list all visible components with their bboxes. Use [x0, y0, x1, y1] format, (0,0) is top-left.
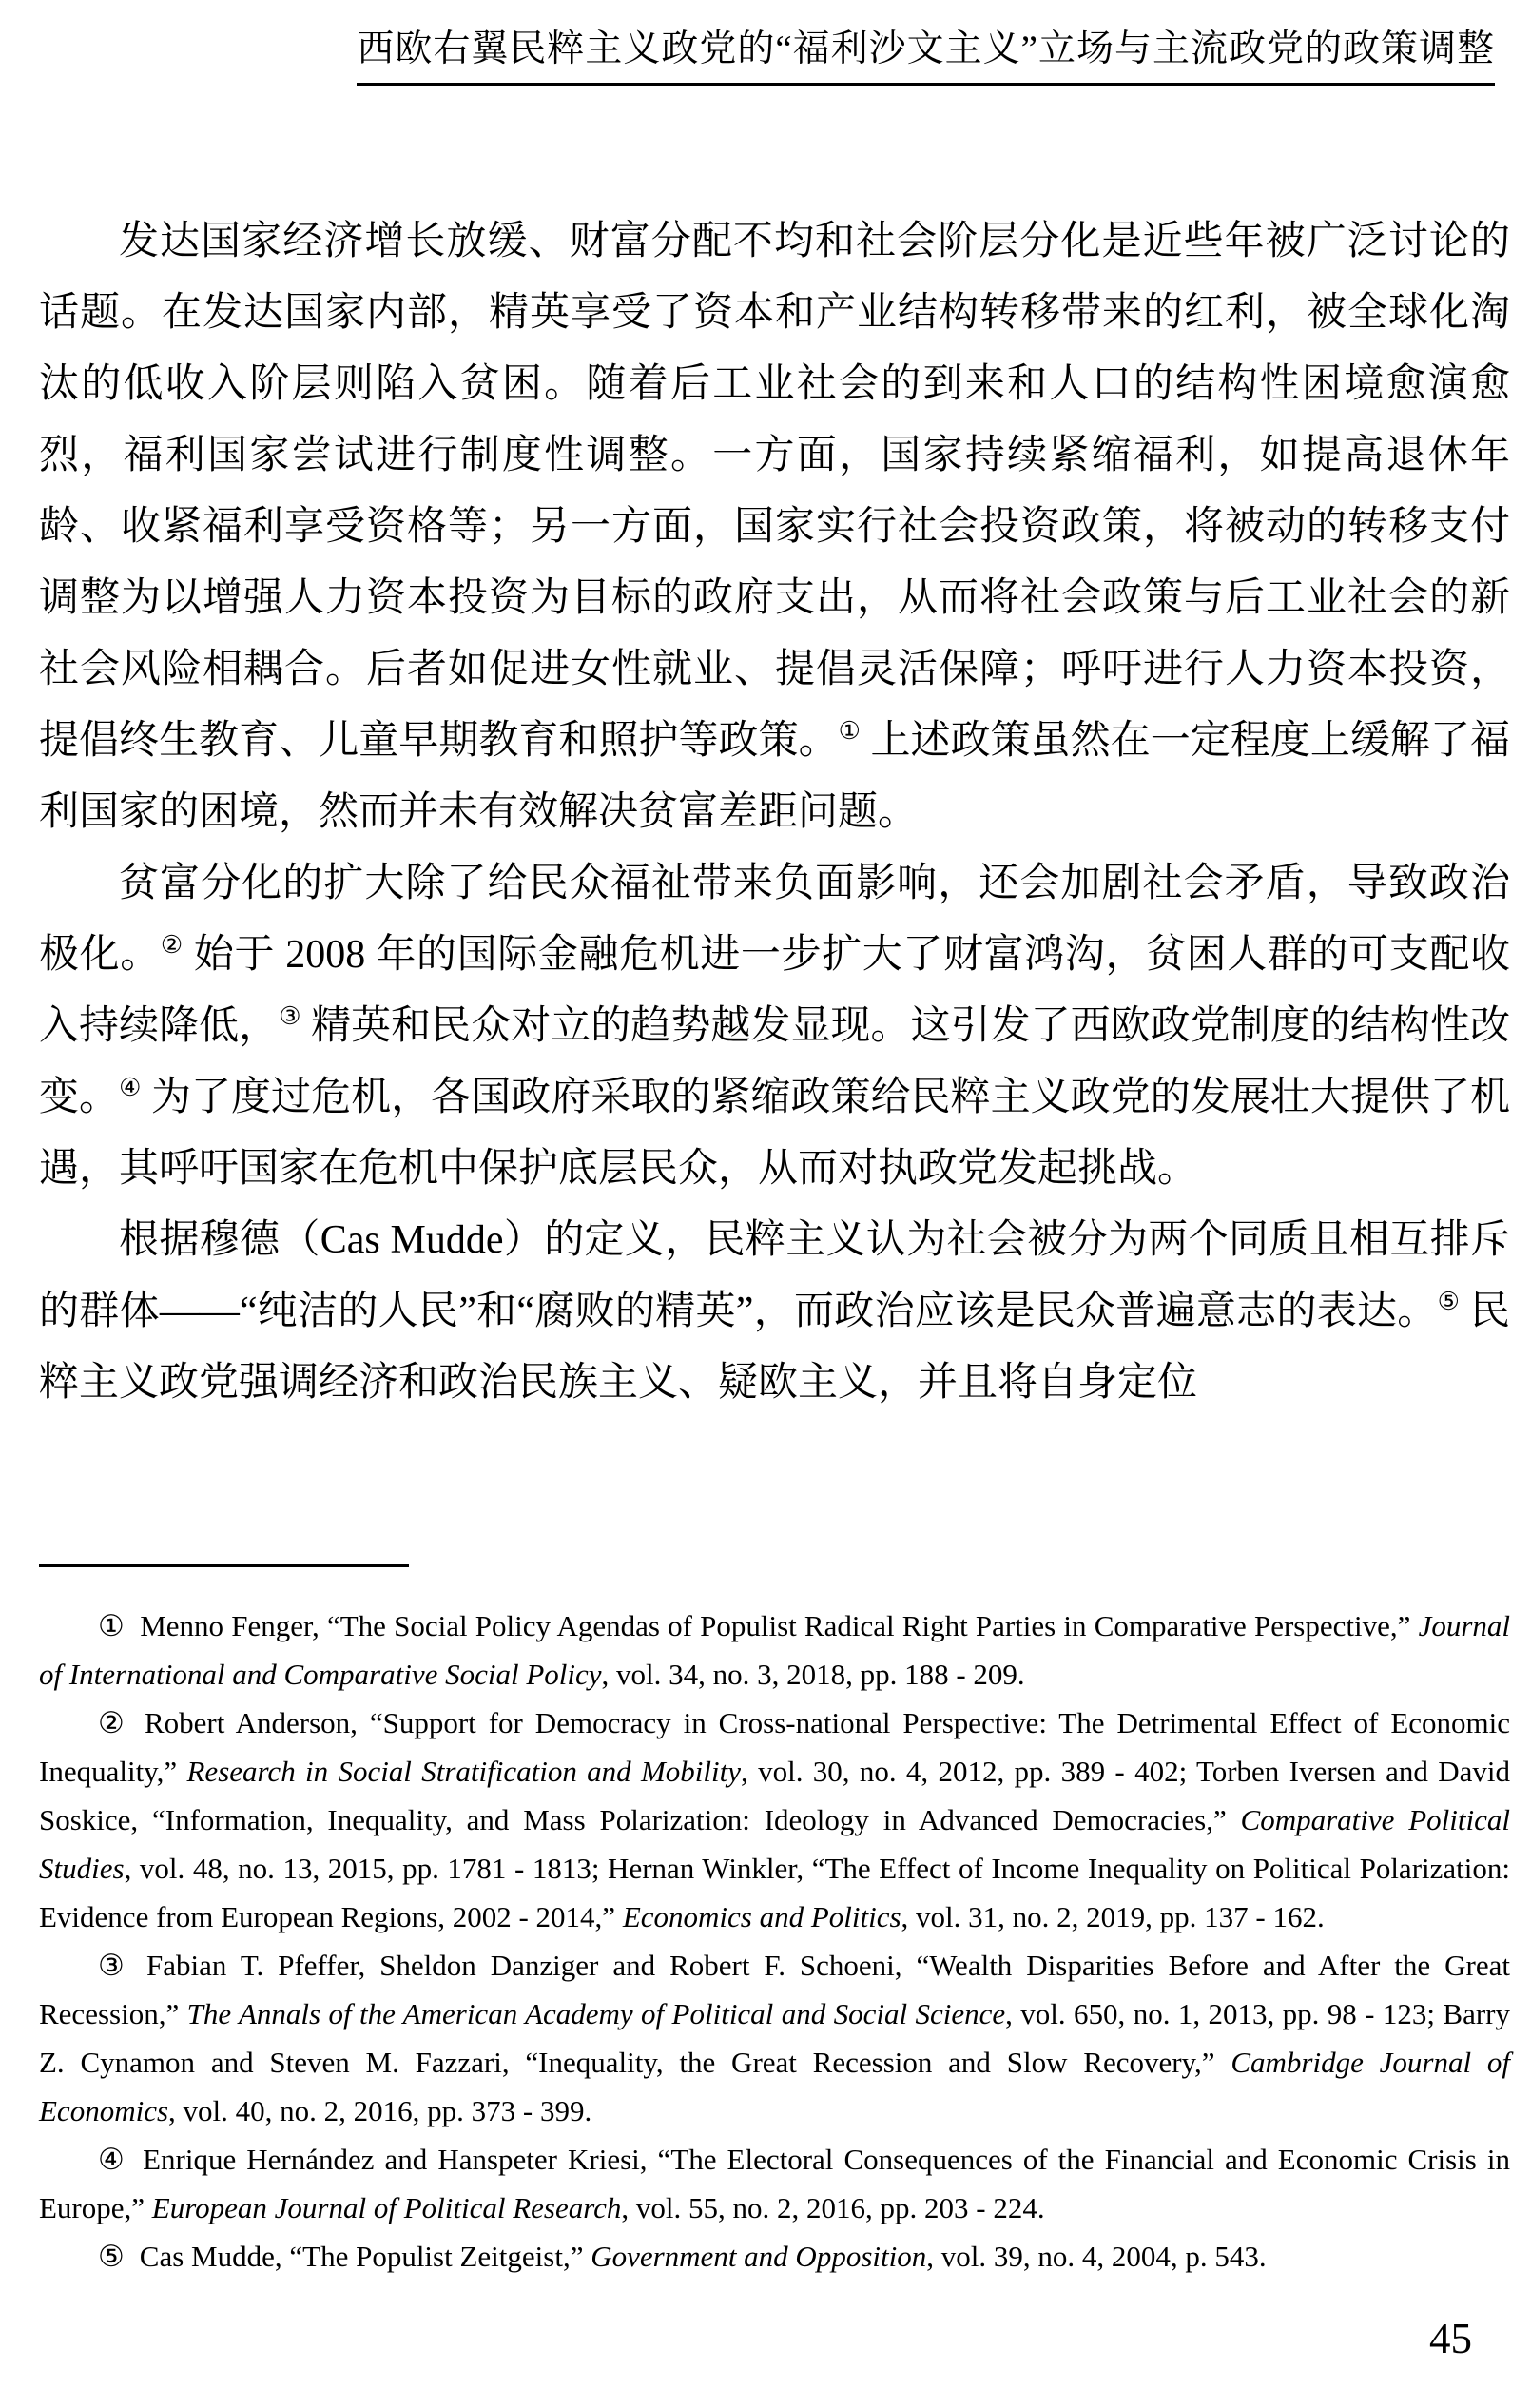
footnote-divider — [39, 1564, 409, 1567]
footnote-text-segment: Enrique Hernández and Hanspeter Kriesi, “The Electoral Consequences of the Financial and Economic Crisis in Europe,” — [39, 2143, 1510, 2224]
footnote-item — [39, 2135, 1510, 2232]
footnote-text-segment: Robert Anderson, “Support for Democracy in Cross-national Perspective: The Detrimental Effect of Economic Inequality,” — [39, 1706, 1510, 1788]
running-title: 西欧右翼民粹主义政党的“福利沙文主义”立场与主流政党的政策调整 — [357, 25, 1495, 86]
footnote-ref-marker: ⑤ — [1437, 1288, 1461, 1315]
footnote-text-segment: , vol. 31, no. 2, 2019, pp. 137 - 162. — [901, 1900, 1325, 1933]
footnote-item — [39, 2232, 1510, 2281]
text-segment: 精英和民众对立的趋势越发显现。这引发了西欧政党制度的结构性改变。 — [39, 1004, 1510, 1119]
body-paragraph — [39, 1205, 1510, 1419]
footnote-ref-marker: ③ — [279, 1002, 301, 1030]
text-segment: 民粹主义政党强调经济和政治民族主义、疑欧主义，并且将自身定位 — [39, 1290, 1510, 1405]
footnote-item — [39, 1941, 1510, 2135]
footnote-text-segment: , vol. 650, no. 1, 2013, pp. 98 - 123; Barry Z. Cynamon and Steven M. Fazzari, “Inequality, the Great Recession and Slow Recovery,” — [39, 1997, 1510, 2079]
footnote-text-segment: Comparative Political Studies — [39, 1803, 1510, 1885]
footnote-number: ③ — [98, 1949, 132, 1982]
text-segment: 始于 2008 年的国际金融危机进一步扩大了财富鸿沟，贫困人群的可支配收入持续降低， — [39, 933, 1510, 1048]
running-header — [0, 25, 1495, 86]
footnote-text-segment: Government and Opposition — [591, 2240, 927, 2273]
page-number: 45 — [1429, 2315, 1472, 2362]
text-segment: 为了度过危机，各国政府采取的紧缩政策给民粹主义政党的发展壮大提供了机遇，其呼吁国家在危机中保护底层民众，从而对执政党发起挑战。 — [39, 1076, 1510, 1191]
footnote-text-segment: , vol. 55, no. 2, 2016, pp. 203 - 224. — [621, 2191, 1045, 2224]
footnote-text-segment: , vol. 39, no. 4, 2004, p. 543. — [926, 2240, 1267, 2273]
footnote-text-segment: Economics and Politics — [622, 1900, 901, 1933]
footnote-text-segment: Cambridge Journal of Economics — [39, 2046, 1510, 2127]
footnote-text-segment: , vol. 34, no. 3, 2018, pp. 188 - 209. — [601, 1658, 1025, 1691]
footnote-ref-marker: ① — [838, 717, 861, 745]
footnote-text-segment: Cas Mudde, “The Populist Zeitgeist,” — [139, 2240, 591, 2273]
footnote-text-segment: , vol. 40, no. 2, 2016, pp. 373 - 399. — [168, 2094, 592, 2127]
text-segment: 根据穆德（Cas Mudde）的定义，民粹主义认为社会被分为两个同质且相互排斥的群体——“纯洁的人民”和“腐败的精英”，而政治应该是民众普遍意志的表达。 — [39, 1218, 1510, 1333]
footnote-item — [39, 1602, 1510, 1699]
footnote-text-segment: Journal of International and Comparative Social Policy — [39, 1609, 1510, 1691]
footnote-text-segment: , vol. 48, no. 13, 2015, pp. 1781 - 1813; Hernan Winkler, “The Effect of Income Inequality on Political Polarization: Evidence from European Regions, 2002 - 2014,” — [39, 1852, 1510, 1933]
footnotes-section — [39, 1602, 1510, 2281]
body-paragraph — [39, 848, 1510, 1205]
footnote-item — [39, 1699, 1510, 1941]
footnote-ref-marker: ② — [160, 931, 184, 959]
footnote-text-segment: Research in Social Stratification and Mobility — [186, 1755, 742, 1788]
footnote-text-segment: , vol. 30, no. 4, 2012, pp. 389 - 402; Torben Iversen and David Soskice, “Information, Inequality, and Mass Polarization: Ideology in Advanced Democracies,” — [39, 1755, 1510, 1836]
footnote-number: ④ — [98, 2143, 128, 2176]
text-segment: 贫富分化的扩大除了给民众福祉带来负面影响，还会加剧社会矛盾，导致政治极化。 — [39, 862, 1510, 977]
text-segment: 发达国家经济增长放缓、财富分配不均和社会阶层分化是近些年被广泛讨论的话题。在发达国家内部，精英享受了资本和产业结构转移带来的红利，被全球化淘汰的低收入阶层则陷入贫困。随着后工业社会的到来和人口的结构性困境愈演愈烈，福利国家尝试进行制度性调整。一方面，国家持续紧缩福利，如提高退休年龄、收紧福利享受资格等；另一方面，国家实行社会投资政策，将被动的转移支付调整为以增强人力资本投资为目标的政府支出，从而将社会政策与后工业社会的新社会风险相耦合。后者如促进女性就业、提倡灵活保障；呼吁进行人力资本投资，提倡终生教育、儿童早期教育和照护等政策。 — [39, 220, 1510, 763]
footnote-number: ⑤ — [98, 2240, 125, 2273]
footnote-text-segment: Menno Fenger, “The Social Policy Agendas of Populist Radical Right Parties in Comparative Perspective,” — [140, 1609, 1419, 1642]
body-text — [39, 206, 1510, 1419]
footnote-ref-marker: ④ — [119, 1074, 142, 1101]
body-paragraph — [39, 206, 1510, 848]
footnote-text-segment: The Annals of the American Academy of Political and Social Science — [186, 1997, 1006, 2030]
footnote-number: ② — [98, 1706, 129, 1739]
footnote-text-segment: European Journal of Political Research — [151, 2191, 622, 2224]
footnote-number: ① — [98, 1609, 126, 1642]
footnote-text-segment: Fabian T. Pfeffer, Sheldon Danziger and Robert F. Schoeni, “Wealth Disparities Before and After the Great Recession,” — [39, 1949, 1510, 2030]
text-segment: 上述政策虽然在一定程度上缓解了福利国家的困境，然而并未有效解决贫富差距问题。 — [39, 719, 1510, 834]
